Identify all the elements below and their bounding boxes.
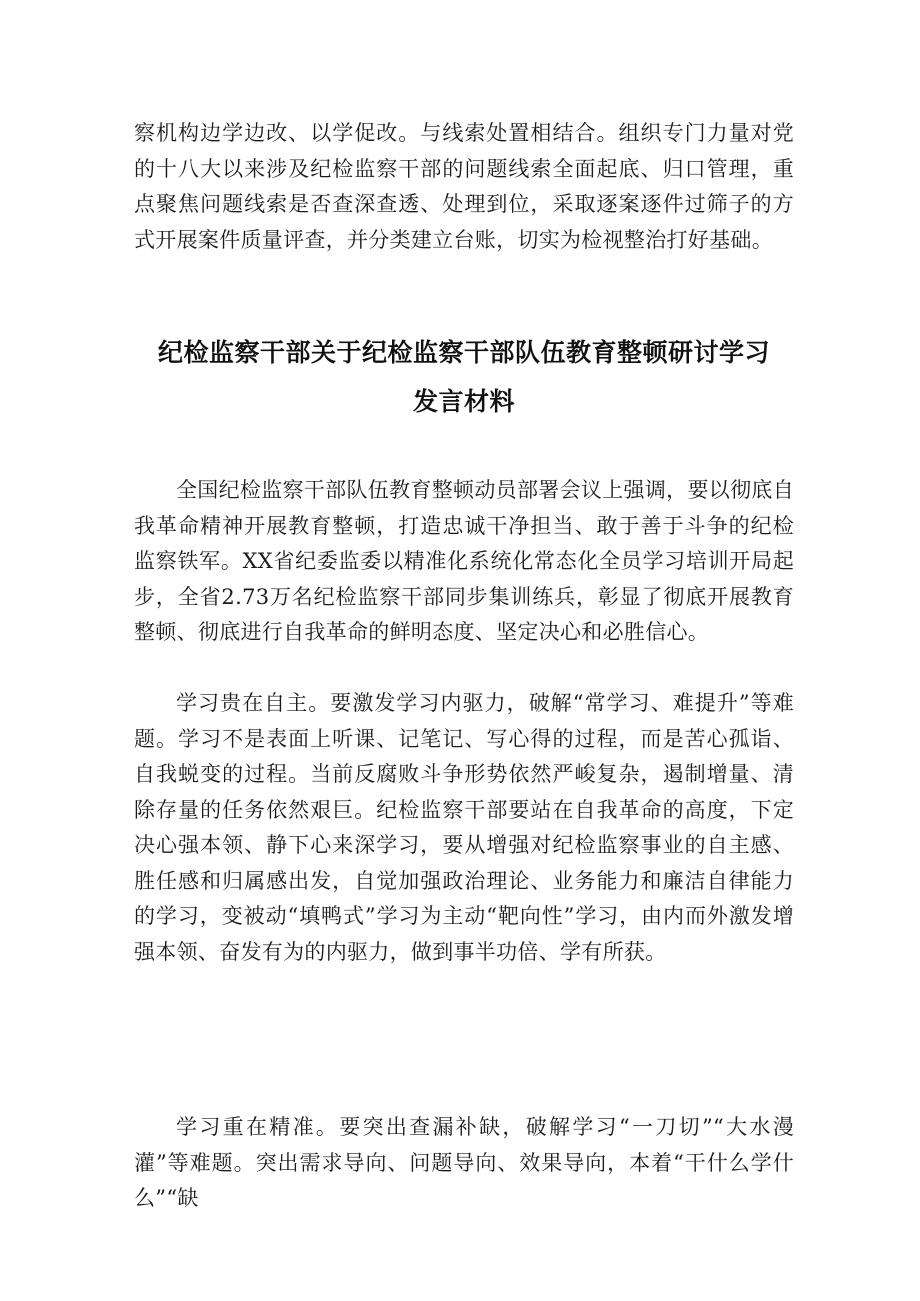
body-paragraph-1: 全国纪检监察干部队伍教育整顿动员部署会议上强调，要以彻底自我革命精神开展教育整顿，打造忠诚干净担当、敢于善于斗争的纪检监察铁军。XX省纪委监委以精准化系统化常态化全员学习培训开局起步，全省2.73万名纪检监察干部同步集训练兵，彰显了彻底开展教育整顿、彻底进行自我革命的鲜明态度、坚定决心和必胜信心。: [134, 478, 794, 644]
document-title-line-1: 纪检监察干部关于纪检监察干部队伍教育整顿研讨学习: [157, 338, 770, 367]
body-paragraph-3: 学习重在精准。要突出查漏补缺，破解学习“一刀切”“大水漫灌”等难题。突出需求导向、问题导向、效果导向，本着“干什么学什么”“缺: [134, 1115, 794, 1210]
body-paragraph-2: 学习贵在自主。要激发学习内驱力，破解“常学习、难提升”等难题。学习不是表面上听课、记笔记、写心得的过程，而是苦心孤诣、自我蜕变的过程。当前反腐败斗争形势依然严峻复杂，遏制增量、清除存量的任务依然艰巨。纪检监察干部要站在自我革命的高度，下定决心强本领、静下心来深学习，要从增强对纪检监察事业的自主感、胜任感和归属感出发，自觉加强政治理论、业务能力和廉洁自律能力的学习，变被动“填鸭式”学习为主动“靶向性”学习，由内而外激发增强本领、奋发有为的内驱力，做到事半功倍、学有所获。: [134, 691, 794, 964]
document-title-line-2: 发言材料: [412, 387, 515, 416]
continuation-paragraph: 察机构边学边改、以学促改。与线索处置相结合。组织专门力量对党的十八大以来涉及纪检监察干部的问题线索全面起底、归口管理，重点聚焦问题线索是否查深查透、处理到位，采取逐案逐件过筛子的方式开展案件质量评查，并分类建立台账，切实为检视整治打好基础。: [134, 121, 794, 252]
